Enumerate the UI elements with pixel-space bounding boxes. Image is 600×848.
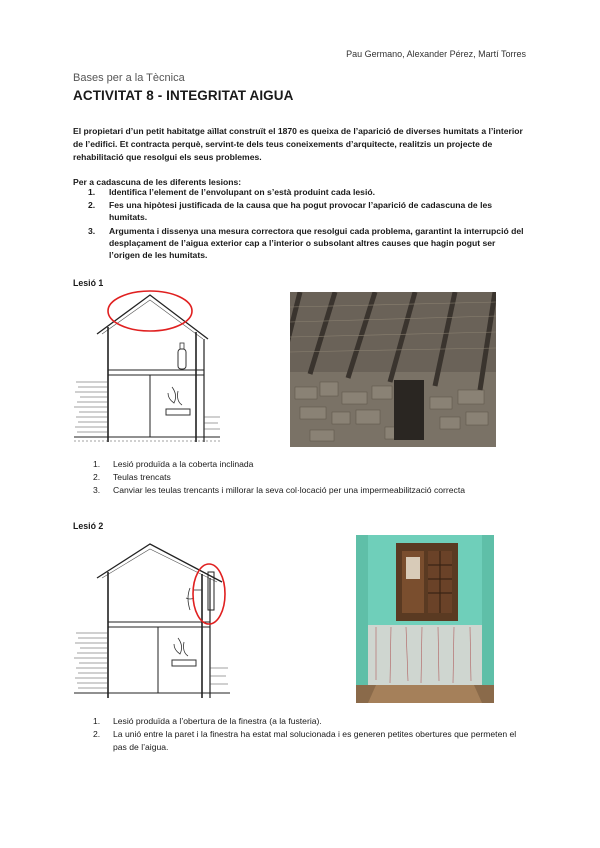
lesion-1-photo xyxy=(290,292,496,447)
intro-paragraph: El propietari d’un petit habitatge aïllat construït el 1870 es queixa de l’aparició de diverses humitats a l’interior de l’edifici. Et contracta perquè, servint-te dels teus coneixements d’arquitecte, realitzis un projecte de rehabilitació que resolgui els seus problemes. xyxy=(73,126,523,162)
page-title: ACTIVITAT 8 - INTEGRITAT AIGUA xyxy=(73,88,294,103)
tasks-intro: Per a cadascuna de les diferents lesions: xyxy=(73,177,242,187)
lesion-2-photo xyxy=(356,535,494,703)
list-item: 2. Fes una hipòtesi justificada de la causa que ha pogut provocar l’aparició de cadascuna de les humitats. xyxy=(88,200,493,223)
course-subtitle: Bases per a la Tècnica xyxy=(73,72,185,84)
list-item: 3. Argumenta i dissenya una mesura correctora que resolgui cada problema, garantint la interrupció del desplaçament de l’aigua exterior cap a l’interior o subsolant altres causes que hagin pogut ser l’origen de les humitats. xyxy=(88,225,524,261)
list-item: 2. La unió entre la paret i la finestra ha estat mal solucionada i es generen petites obertures que permeten el pas de l’aigua. xyxy=(93,729,517,752)
list-item: 3. Canviar les teulas trencants i millorar la seva col·locació per una impermeabilització correcta xyxy=(93,485,466,495)
list-item: 2. Teulas trencats xyxy=(93,472,171,482)
lesion-1-notes xyxy=(93,458,533,497)
lesion-2-notes xyxy=(93,715,523,754)
authors: Pau Germano, Alexander Pérez, Martí Torres xyxy=(346,49,526,59)
list-item: 1. Lesió produïda a l’obertura de la finestra (a la fusteria). xyxy=(93,716,322,726)
lesion-1-title: Lesió 1 xyxy=(73,278,104,288)
task-list xyxy=(88,186,528,262)
lesion-2-title: Lesió 2 xyxy=(73,521,104,531)
lesion-1-sketch xyxy=(72,287,222,447)
lesion-2-sketch xyxy=(72,538,232,703)
lesion-2-highlight xyxy=(193,564,225,624)
list-item: 1. Lesió produïda a la coberta inclinada xyxy=(93,459,254,469)
list-item: 1. Identifica l’element de l’envolupant on s’està produint cada lesió. xyxy=(88,187,375,197)
lesion-1-highlight xyxy=(108,291,192,331)
